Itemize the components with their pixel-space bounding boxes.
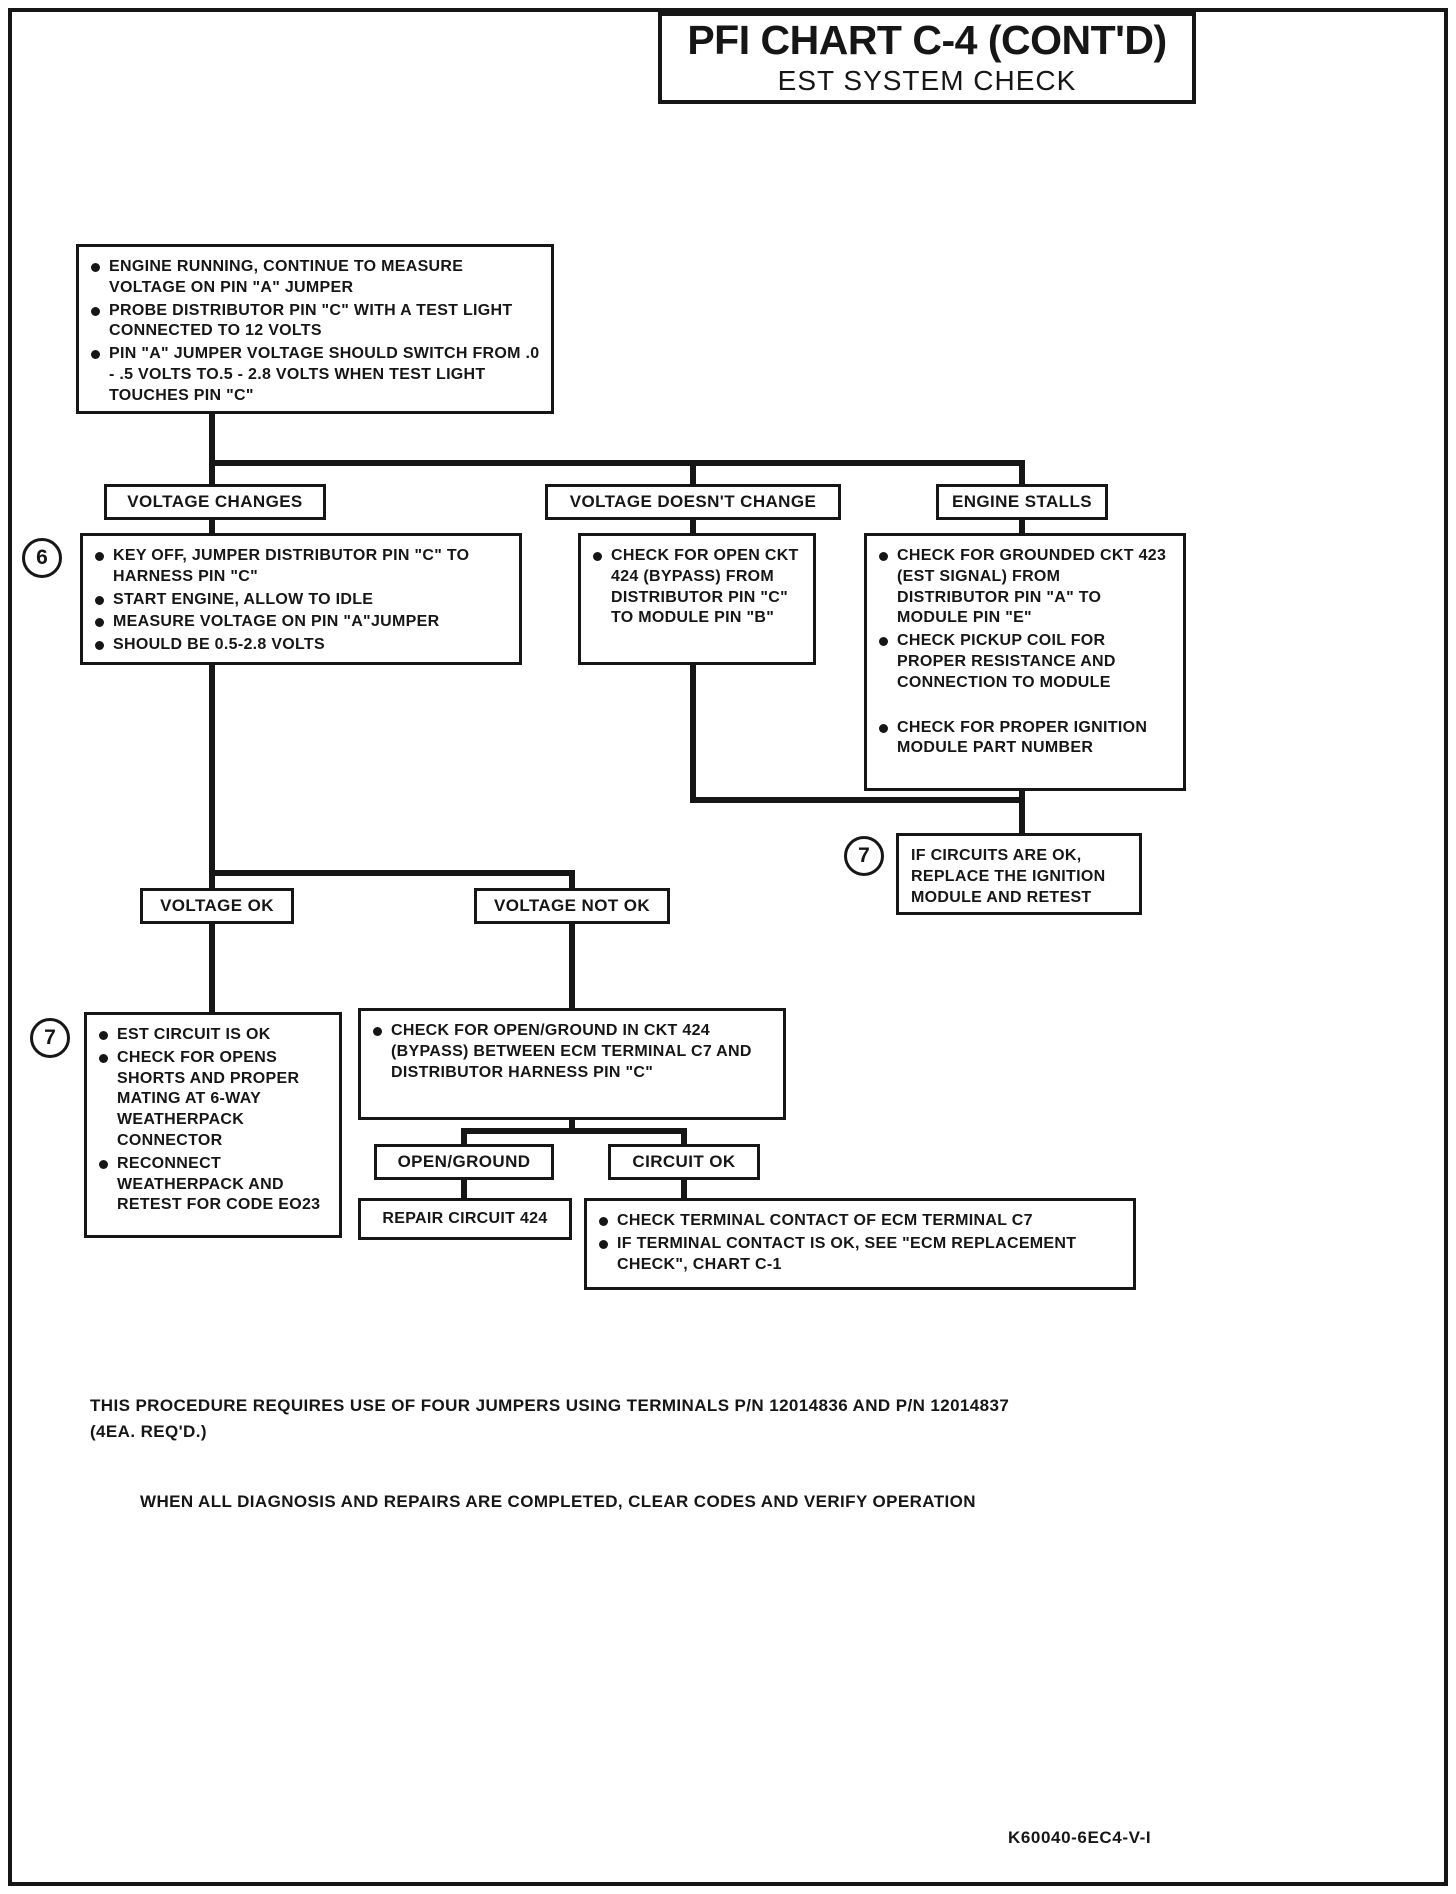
bullet-icon	[95, 618, 104, 627]
list-item	[91, 301, 541, 343]
connector-line	[209, 665, 215, 876]
bullet-icon	[99, 1054, 108, 1063]
list-item	[879, 631, 1173, 693]
flow-node-check-terminal	[584, 1198, 1136, 1290]
bullet-text: START ENGINE, ALLOW TO IDLE	[113, 590, 374, 608]
step-number-7: 7	[844, 836, 884, 876]
bullet-icon	[95, 641, 104, 650]
connector-line	[461, 1128, 687, 1134]
bullet-icon	[91, 350, 100, 359]
connector-line	[690, 520, 696, 533]
list-item	[95, 590, 509, 611]
bullet-icon	[95, 552, 104, 561]
list-item	[99, 1025, 329, 1046]
flow-node-start	[76, 244, 554, 414]
node-text: IF CIRCUITS ARE OK, REPLACE THE IGNITION MODULE AND RETEST	[911, 847, 1106, 906]
list-item	[91, 344, 541, 406]
footer-note-clear-codes: WHEN ALL DIAGNOSIS AND REPAIRS ARE COMPLETED, CLEAR CODES AND VERIFY OPERATION	[140, 1492, 976, 1511]
connector-line	[209, 466, 215, 484]
flow-label-engine-stalls: ENGINE STALLS	[936, 484, 1108, 520]
connector-line	[209, 460, 1025, 466]
flow-node-check-open-ground	[358, 1008, 786, 1120]
list-item	[879, 546, 1173, 629]
bullet-icon	[879, 637, 888, 646]
flow-node-repair-424: REPAIR CIRCUIT 424	[358, 1198, 572, 1240]
bullet-icon	[593, 552, 602, 561]
document-code: K60040-6EC4-V-I	[1008, 1828, 1152, 1847]
flow-label-voltage-not-ok: VOLTAGE NOT OK	[474, 888, 670, 924]
bullet-text: IF TERMINAL CONTACT IS OK, SEE "ECM REPLACEMENT CHECK", CHART C-1	[617, 1234, 1077, 1273]
bullet-text: CHECK PICKUP COIL FOR PROPER RESISTANCE AND CONNECTION TO MODULE	[897, 632, 1116, 691]
connector-line	[1019, 520, 1025, 533]
flow-label-open-ground: OPEN/GROUND	[374, 1144, 554, 1180]
connector-line	[681, 1134, 687, 1144]
list-item	[91, 257, 541, 299]
footer-note-jumpers: THIS PROCEDURE REQUIRES USE OF FOUR JUMPERS USING TERMINALS P/N 12014836 AND P/N 12014837	[90, 1396, 1010, 1415]
bullet-icon	[95, 596, 104, 605]
bullet-text: RECONNECT WEATHERPACK AND RETEST FOR CODE EO23	[117, 1154, 321, 1214]
bullet-icon	[599, 1240, 608, 1249]
step-number-6: 6	[22, 538, 62, 578]
bullet-text: CHECK FOR OPENS SHORTS AND PROPER MATING AT 6-WAY WEATHERPACK CONNECTOR	[117, 1048, 300, 1149]
chart-title: PFI CHART C-4 (CONT'D)	[687, 17, 1167, 64]
list-item	[95, 635, 509, 656]
connector-line	[209, 870, 575, 876]
bullet-text: PIN "A" JUMPER VOLTAGE SHOULD SWITCH FROM .0 - .5 VOLTS TO.5 - 2.8 VOLTS WHEN TEST LIGHT TOUCHES PIN "C"	[109, 345, 540, 404]
connector-line	[461, 1180, 467, 1198]
bullet-icon	[879, 552, 888, 561]
list-item	[599, 1211, 1123, 1232]
list-item	[95, 546, 509, 588]
step-number-7: 7	[30, 1018, 70, 1058]
connector-line	[690, 665, 696, 803]
flow-label-voltage-doesnt-change: VOLTAGE DOESN'T CHANGE	[545, 484, 841, 520]
list-item	[373, 1021, 773, 1083]
bullet-text: CHECK FOR PROPER IGNITION MODULE PART NUMBER	[897, 718, 1148, 757]
bullet-icon	[99, 1160, 108, 1169]
connector-line	[1019, 791, 1025, 833]
bullet-text: KEY OFF, JUMPER DISTRIBUTOR PIN "C" TO HARNESS PIN "C"	[113, 547, 470, 585]
chart-subtitle: EST SYSTEM CHECK	[777, 64, 1077, 96]
flow-label-circuit-ok: CIRCUIT OK	[608, 1144, 760, 1180]
bullet-icon	[99, 1031, 108, 1040]
list-item	[99, 1048, 329, 1152]
list-item	[593, 546, 803, 629]
flow-node-est-circuit-ok	[84, 1012, 342, 1238]
connector-line	[209, 520, 215, 533]
list-item	[879, 718, 1173, 760]
connector-line	[1019, 466, 1025, 484]
flow-label-voltage-changes: VOLTAGE CHANGES	[104, 484, 326, 520]
bullet-text: ENGINE RUNNING, CONTINUE TO MEASURE VOLTAGE ON PIN "A" JUMPER	[109, 258, 464, 296]
bullet-text: MEASURE VOLTAGE ON PIN "A"JUMPER	[113, 613, 440, 631]
bullet-text: EST CIRCUIT IS OK	[117, 1026, 271, 1043]
connector-line	[209, 924, 215, 1012]
connector-line	[690, 466, 696, 484]
connector-line	[209, 414, 215, 466]
bullet-text: CHECK TERMINAL CONTACT OF ECM TERMINAL C7	[617, 1212, 1033, 1229]
bullet-text: CHECK FOR OPEN CKT 424 (BYPASS) FROM DISTRIBUTOR PIN "C" TO MODULE PIN "B"	[611, 547, 799, 627]
flow-node-check-open-424	[578, 533, 816, 665]
connector-line	[209, 876, 215, 888]
bullet-icon	[91, 263, 100, 272]
connector-line	[569, 924, 575, 1008]
chart-title-box	[658, 12, 1196, 104]
bullet-icon	[373, 1027, 382, 1036]
bullet-text: PROBE DISTRIBUTOR PIN "C" WITH A TEST LIGHT CONNECTED TO 12 VOLTS	[109, 301, 513, 340]
connector-line	[569, 876, 575, 888]
bullet-text: CHECK FOR OPEN/GROUND IN CKT 424 (BYPASS) BETWEEN ECM TERMINAL C7 AND DISTRIBUTOR HARNESS PIN "C"	[391, 1022, 752, 1081]
list-item	[95, 612, 509, 633]
connector-line	[690, 797, 1025, 803]
connector-line	[681, 1180, 687, 1198]
bullet-icon	[879, 724, 888, 733]
bullet-text: CHECK FOR GROUNDED CKT 423 (EST SIGNAL) FROM DISTRIBUTOR PIN "A" TO MODULE PIN "E"	[897, 547, 1167, 627]
flow-label-voltage-ok: VOLTAGE OK	[140, 888, 294, 924]
bullet-icon	[91, 307, 100, 316]
connector-line	[461, 1134, 467, 1144]
flow-node-replace-module	[896, 833, 1142, 915]
bullet-text: SHOULD BE 0.5-2.8 VOLTS	[113, 636, 325, 654]
list-item	[99, 1154, 329, 1216]
bullet-icon	[599, 1217, 608, 1226]
list-item	[599, 1234, 1123, 1276]
flow-node-step6	[80, 533, 522, 665]
footer-note-qty: (4EA. REQ'D.)	[90, 1422, 207, 1441]
flow-node-check-grounded-423	[864, 533, 1186, 791]
